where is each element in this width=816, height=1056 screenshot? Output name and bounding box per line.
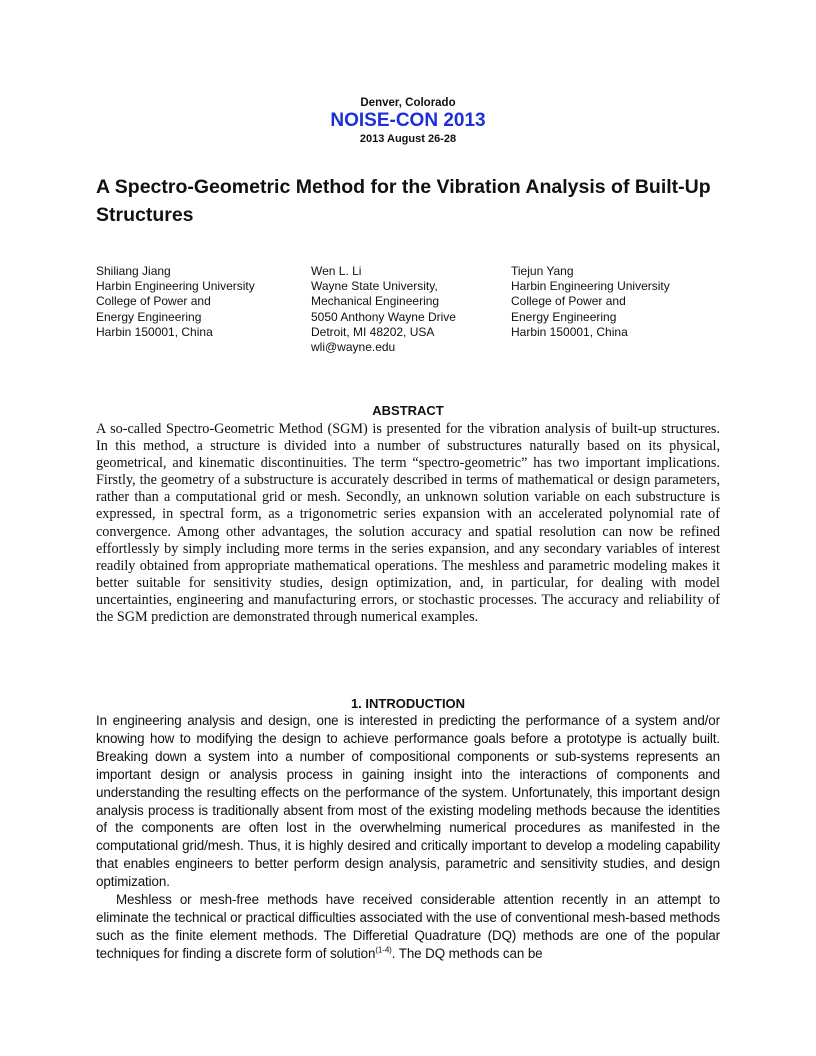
conference-header xyxy=(0,96,816,146)
author-affiliation-line: 5050 Anthony Wayne Drive xyxy=(311,309,456,324)
paragraph-text: Meshless or mesh-free methods have received considerable attention recently in an attempt to eliminate the technical or practical difficulties associated with the use of conventional mesh-based methods such as the finite element methods. The Differetial Quadrature (DQ) methods are one of the popular techniques for finding a discrete form of solution xyxy=(96,892,720,961)
author-affiliation-line: Harbin Engineering University xyxy=(96,279,255,294)
author-affiliation-line: Harbin Engineering University xyxy=(511,279,670,294)
abstract-heading: ABSTRACT xyxy=(372,403,444,418)
author-affiliation-line: College of Power and xyxy=(96,294,211,309)
author-name: Shiliang Jiang xyxy=(96,264,171,278)
author-affiliation-line: Energy Engineering xyxy=(96,309,202,324)
author-2 xyxy=(311,264,456,355)
author-email[interactable]: wli@wayne.edu xyxy=(311,340,396,355)
author-affiliation-line: College of Power and xyxy=(511,294,626,309)
author-affiliation-line: Detroit, MI 48202, USA xyxy=(311,324,435,339)
author-affiliation-line: Harbin 150001, China xyxy=(96,324,213,339)
conference-dates: 2013 August 26-28 xyxy=(359,133,457,145)
citation-reference: (1-4) xyxy=(375,945,392,955)
author-name: Tiejun Yang xyxy=(511,264,574,278)
author-affiliation-line: Harbin 150001, China xyxy=(511,324,628,339)
introduction-paragraph-2 xyxy=(96,891,720,963)
author-3 xyxy=(511,264,670,340)
paragraph-text: . The DQ methods can be xyxy=(391,945,543,961)
author-affiliation-line: Mechanical Engineering xyxy=(311,294,440,309)
introduction-body xyxy=(96,712,720,963)
conference-location: Denver, Colorado xyxy=(360,97,456,109)
paper-title: A Spectro-Geometric Method for the Vibration Analysis of Built-Up Structures xyxy=(96,176,711,226)
author-affiliation-line: Energy Engineering xyxy=(511,309,617,324)
introduction-paragraph-1: In engineering analysis and design, one is interested in predicting the performance of a system and/or knowing how to modifying the design to achieve performance goals before a prototype is actually built. Breaking down a system into a number of compositional components or sub-systems represents an important design or analysis process in gaining insight into the interactions of components and understanding the resulting effects on the performance of the system. Unfortunately, this important design analysis process is traditionally absent from most of the existing modeling methods because the identities of the components are often lost in the overwhelming numerical procedures as manifested in the computational grid/mesh. Thus, it is highly desired and critically important to develop a modeling capability that enables engineers to better perform design analysis, parametric and sensitivity studies, and design optimization. xyxy=(96,713,720,890)
conference-name: NOISE-CON 2013 xyxy=(330,110,486,131)
introduction-heading: 1. INTRODUCTION xyxy=(350,696,466,711)
abstract-text: A so-called Spectro-Geometric Method (SGM) is presented for the vibration analysis of built-up structures. In this method, a structure is divided into a number of substructures naturally based on its physical, geometrical, and kinematic discontinuities. The term “spectro-geometric” has two important implications. Firstly, the geometry of a substructure is accurately described in terms of mathematical or design parameters, rather than a computational grid or mesh. Secondly, an unknown solution variable on each substructure is expressed, in spectral form, as a trigonometric series expansion with an accelerated polynomial rate of convergence. Among other advantages, the solution accuracy and spatial resolution can now be refined effortlessly by simply including more terms in the series expansion, and any secondary variables of interest readily obtained from appropriate mathematical operations. The meshless and parametric modeling makes it better suitable for sensitivity studies, design optimization, and, in particular, for dealing with model uncertainties, engineering and manufacturing errors, or stochastic processes. The accuracy and reliability of the SGM prediction are demonstrated through numerical examples. xyxy=(96,421,720,626)
author-name: Wen L. Li xyxy=(311,264,362,278)
author-affiliation-line: Wayne State University, xyxy=(311,279,438,294)
author-1 xyxy=(96,264,255,340)
